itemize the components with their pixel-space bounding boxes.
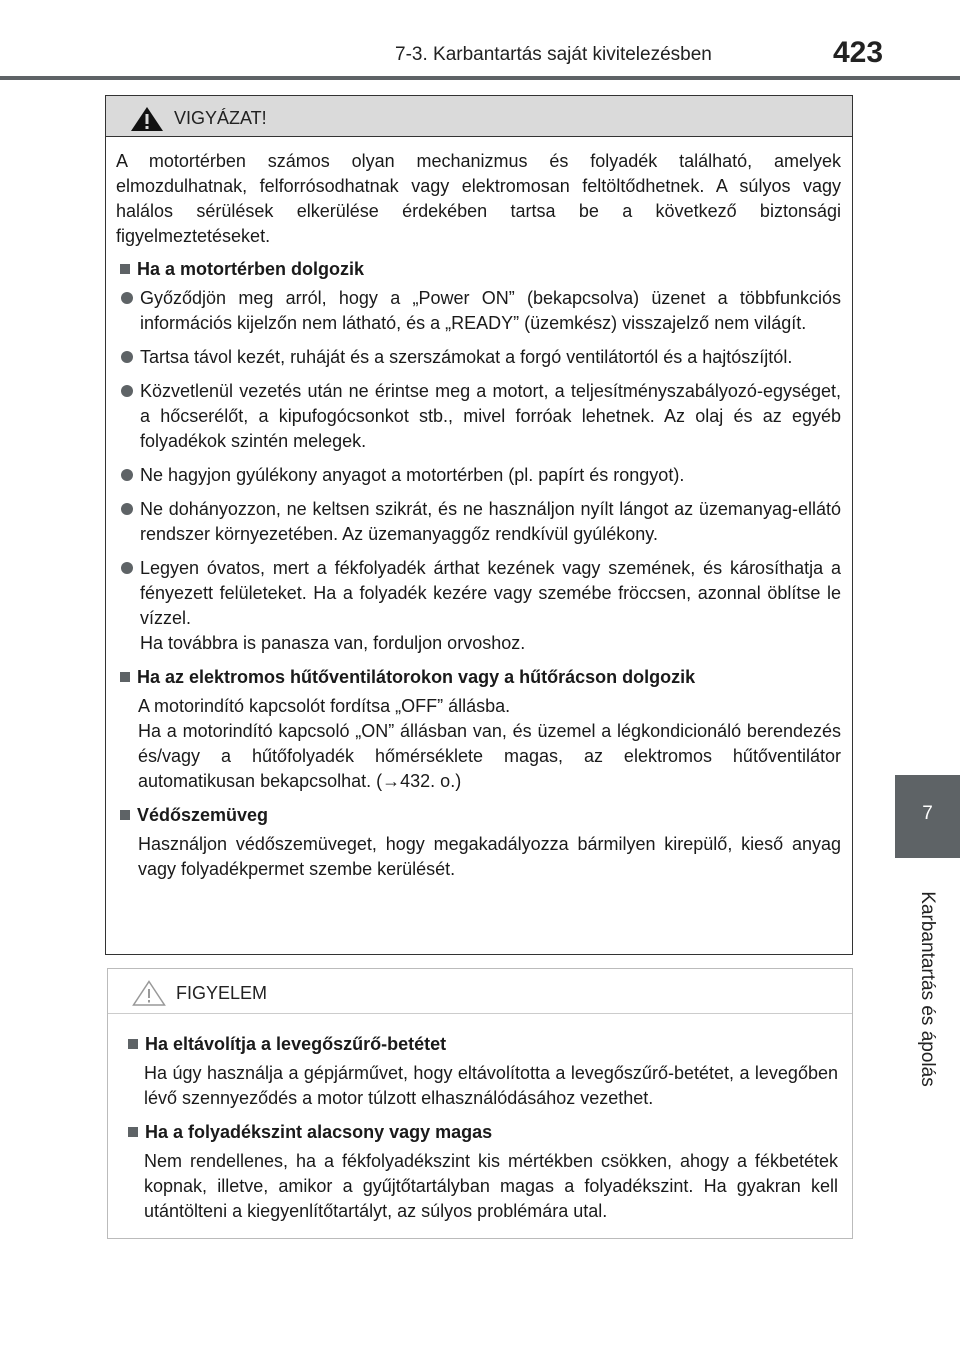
chapter-label-area (880, 858, 960, 1120)
warning-triangle-icon (130, 106, 164, 132)
list-item-text: Győződjön meg arról, hogy a „Power ON” (bekapcsolva) üzenet a többfunkciós információs kijelzőn nem látható, és a „READY” (üzemkész) visszajelző nem világít. (140, 288, 841, 333)
section-heading-text: Ha a folyadékszint alacsony vagy magas (145, 1122, 493, 1142)
square-bullet-icon (120, 810, 130, 820)
list-item-text: Ne hagyjon gyúlékony anyagot a motortérben (pl. papírt és rongyot). (140, 465, 685, 485)
round-bullet-icon (121, 562, 133, 574)
section-heading (128, 1120, 838, 1145)
section-text: Nem rendellenes, ha a fékfolyadékszint kis mértékben csökken, ahogy a fékbetétek kopnak, illetve, amikor a gyűjtőtartályban magas a folyadékszint. Ha gyakran kell utántölteni a kiegyenlítőtartályt, az súlyos problémára utal. (144, 1151, 838, 1221)
section-heading (116, 257, 841, 282)
section-heading-text: Ha az elektromos hűtőventilátorokon vagy a hűtőrácson dolgozik (137, 667, 696, 687)
round-bullet-icon (121, 292, 133, 304)
list-item (121, 286, 841, 336)
round-bullet-icon (121, 385, 133, 397)
round-bullet-icon (121, 351, 133, 363)
page-number: 423 (833, 36, 884, 69)
warning-header (106, 96, 852, 137)
caution-box (107, 968, 853, 1239)
section-text: Ha úgy használja a gépjárművet, hogy eltávolította a levegőszűrő-betétet, a levegőben lévő szennyeződés a motor túlzott elhasználódásához vezethet. (144, 1063, 838, 1108)
square-bullet-icon (120, 264, 130, 274)
warning-intro: A motortérben számos olyan mechanizmus és folyadék található, amelyek elmozdulhatnak, felforrósodhatnak vagy elektromosan feltöltődhetnek. A súlyos vagy halálos sérülések elkerülése érdekében tartsa be a következő biztonsági figyelmeztetéseket. (116, 151, 841, 246)
square-bullet-icon (128, 1039, 138, 1049)
list-item-text: Tartsa távol kezét, ruháját és a szerszámokat a forgó ventilátortól és a hajtószíjtól. (140, 347, 793, 367)
section-title: 7-3. Karbantartás saját kivitelezésben (395, 44, 712, 65)
section-heading-text: Ha a motortérben dolgozik (137, 259, 365, 279)
chapter-tab (895, 775, 960, 858)
section-heading (116, 803, 841, 828)
list-item-text: Ne dohányozzon, ne keltsen szikrát, és ne használjon nyílt lángot az üzemanyag-ellátó rendszer környezetében. Az üzemanyaggőz rendkívül gyúlékony. (140, 499, 841, 544)
list-item-text-main: Legyen óvatos, mert a fékfolyadék árthat kezének vagy szemének, és károsíthatja a fényezett felületeket. Ha a folyadék kezére vagy szemébe fröccsen, azonnal öblítse le vízzel. (140, 558, 841, 628)
section-heading (116, 665, 841, 690)
list-item (121, 345, 841, 370)
section-heading-text: Ha eltávolítja a levegőszűrő-betétet (145, 1034, 447, 1054)
section-text-line: A motorindító kapcsolót fordítsa „OFF” állásba. (138, 696, 511, 716)
page-header (0, 0, 960, 80)
section-heading (128, 1032, 838, 1057)
list-item (121, 379, 841, 454)
square-bullet-icon (120, 672, 130, 682)
warning-label: VIGYÁZAT! (174, 108, 267, 128)
section-text-line: Ha a motorindító kapcsoló „ON” állásban van, és üzemel a légkondicionáló berendezés és/vagy a hűtőfolyadék hőmérséklete magas, az elektromos hűtőventilátor automatikusan bekapcsolhat. (→432. o.) (138, 721, 841, 791)
caution-header (108, 969, 852, 1014)
caution-triangle-icon (132, 980, 166, 1006)
list-item-text-extra: Ha továbbra is panasza van, forduljon orvoshoz. (140, 633, 526, 653)
round-bullet-icon (121, 503, 133, 515)
list-item (121, 556, 841, 656)
caution-body (108, 1014, 852, 1224)
list-item-text: Közvetlenül vezetés után ne érintse meg a motort, a teljesítményszabályozó-egységet, a hőcserélőt, a kipufogócsonkot stb., mivel forróak lehetnek. Az olaj és az egyéb folyadékok szintén melegek. (140, 381, 841, 451)
list-item (121, 463, 841, 488)
list-item-text (140, 556, 841, 656)
list-item (121, 497, 841, 547)
header-rule (0, 76, 960, 80)
square-bullet-icon (128, 1127, 138, 1137)
chapter-number: 7 (922, 803, 933, 824)
chapter-label: Karbantartás és ápolás (917, 891, 938, 1087)
caution-label: FIGYELEM (176, 983, 268, 1003)
section-text: Használjon védőszemüveget, hogy megakadályozza bármilyen kirepülő, kieső anyag vagy folyadékpermet szembe kerülését. (138, 834, 841, 879)
section-heading-text: Védőszemüveg (137, 805, 269, 825)
round-bullet-icon (121, 469, 133, 481)
warning-body (106, 137, 852, 882)
warning-box (105, 95, 853, 955)
section-text (138, 694, 841, 794)
